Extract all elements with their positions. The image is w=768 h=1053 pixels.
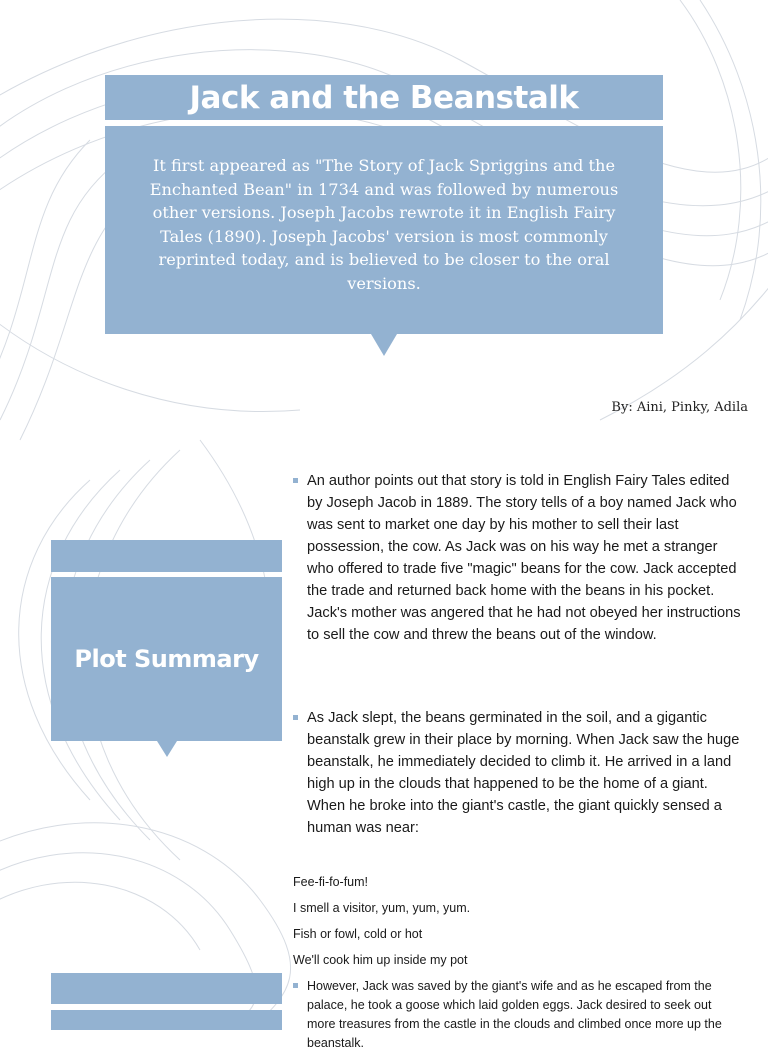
next-slide-heading-box	[51, 1010, 282, 1030]
verse-line: I smell a visitor, yum, yum, yum.	[293, 901, 471, 915]
bullet-icon	[293, 478, 298, 483]
slide-plot-summary	[0, 440, 768, 1050]
heading-accent-bar	[51, 540, 282, 572]
paragraph-text: However, Jack was saved by the giant's wife and as he escaped from the palace, he took a goose which laid golden eggs. Jack desired to seek out more treasures from the castle in the clouds and climbed once more up the beanstalk.	[307, 979, 722, 1050]
verse-line: We'll cook him up inside my pot	[293, 953, 468, 967]
next-slide-accent-bar	[51, 973, 282, 1004]
heading-callout-pointer	[157, 741, 177, 757]
paragraph-text: An author points out that story is told in English Fairy Tales edited by Joseph Jacob in 1889. The story tells of a boy named Jack who was sent to market one day by his mother to sell their last possession, the cow. As Jack was on his way he met a stranger who offered to trade five "magic" beans for the cow. Jack accepted the trade and returned back home with the beans in his pocket. Jack's mother was angered that he had not obeyed her instructions to sell the cow and threw the beans out of the window.	[307, 473, 741, 643]
verse-line: Fee-fi-fo-fum!	[293, 875, 369, 889]
list-item	[293, 707, 743, 839]
bullet-icon	[293, 983, 298, 988]
paragraph-text: As Jack slept, the beans germinated in the soil, and a gigantic beanstalk grew in their place by morning. When Jack saw the huge beanstalk, he immediately decided to climb it. He arrived in a land high up in the clouds that happened to be the home of a giant. When he broke into the giant's castle, the giant quickly sensed a human was near:	[307, 710, 740, 836]
list-item	[293, 977, 738, 1053]
intro-text-box	[105, 126, 663, 334]
slide-title	[0, 0, 768, 440]
list-item	[293, 470, 743, 646]
intro-callout-pointer	[371, 334, 397, 356]
slide-title-heading: Jack and the Beanstalk	[105, 75, 663, 120]
bullet-icon	[293, 715, 298, 720]
intro-paragraph: It first appeared as "The Story of Jack Spriggins and the Enchanted Bean" in 1734 and was followed by numerous other versions. Joseph Jacobs rewrote it in English Fairy Tales (1890). Joseph Jacobs' version is most commonly reprinted today, and is believed to be closer to the oral versions.	[149, 156, 619, 293]
verse-line: Fish or fowl, cold or hot	[293, 927, 423, 941]
author-byline: By: Aini, Pinky, Adila	[611, 400, 748, 415]
plot-summary-heading: Plot Summary	[51, 577, 282, 741]
